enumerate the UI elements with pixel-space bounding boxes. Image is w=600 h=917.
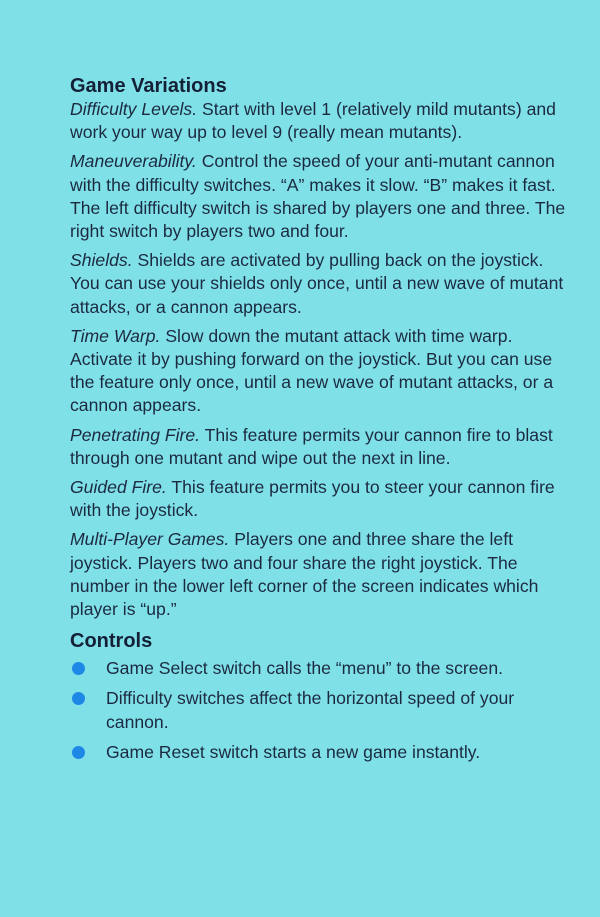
variation-text: Control the speed of your anti-mutant cannon with the difficulty switches. “A” makes it slow. “B” makes it fast. The left difficulty switch is shared by players one and three. The right switch by players two and four. [70, 151, 566, 242]
variation-guided-fire [70, 476, 570, 522]
game-variations-heading: Game Variations [70, 75, 227, 97]
variation-text: Slow down the mutant attack with time warp. Activate it by pushing forward on the joystick. But you can use the feature only once, until a new wave of mutant attacks, or a cannon appears. [70, 325, 554, 416]
variation-term: Guided Fire. [70, 477, 167, 498]
control-text: Difficulty switches affect the horizontal speed of your cannon. [106, 688, 515, 732]
variation-text: Shields are activated by pulling back on the joystick. You can use your shields only once, until a new wave of mutant attacks, or a cannon appears. [70, 250, 564, 317]
controls-list [70, 657, 570, 764]
variation-shields [70, 249, 570, 319]
variation-penetrating-fire [70, 424, 570, 470]
variation-difficulty-levels [70, 98, 570, 144]
variation-term: Shields. [70, 250, 133, 271]
bullet-icon [72, 692, 85, 705]
variation-text: This feature permits your cannon fire to blast through one mutant and wipe out the next in line. [70, 424, 553, 468]
variation-term: Difficulty Levels. [70, 99, 198, 119]
variation-maneuverability [70, 150, 570, 243]
variation-text: Players one and three share the left joystick. Players two and four share the right joystick. The number in the lower left corner of the screen indicates which player is “up.” [70, 529, 539, 620]
bullet-icon [72, 662, 85, 675]
variation-multi-player-games [70, 528, 570, 621]
list-item [70, 657, 570, 680]
variation-term: Multi-Player Games. [70, 529, 230, 550]
control-text: Game Reset switch starts a new game instantly. [106, 741, 481, 762]
variation-term: Penetrating Fire. [70, 424, 201, 445]
variation-time-warp [70, 325, 570, 418]
control-text: Game Select switch calls the “menu” to the screen. [106, 658, 504, 679]
list-item [70, 741, 570, 764]
controls-heading: Controls [70, 630, 153, 653]
variation-text: Start with level 1 (relatively mild mutants) and work your way up to level 9 (really mean mutants). [70, 99, 556, 143]
variation-text: This feature permits you to steer your cannon fire with the joystick. [70, 477, 555, 521]
variation-term: Time Warp. [70, 325, 161, 346]
variation-term: Maneuverability. [70, 151, 197, 172]
list-item [70, 687, 570, 733]
bullet-icon [72, 746, 85, 759]
